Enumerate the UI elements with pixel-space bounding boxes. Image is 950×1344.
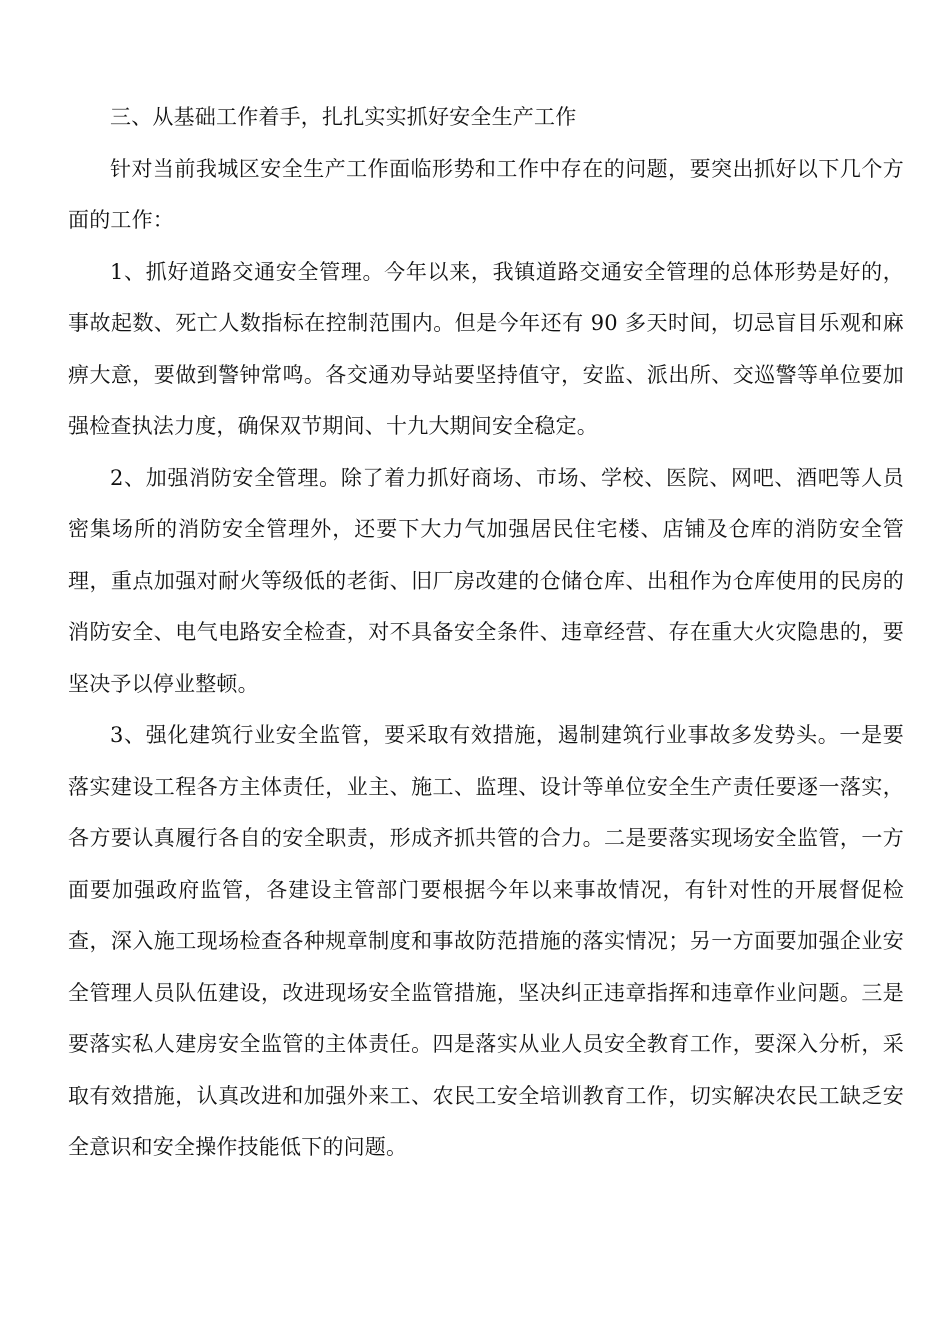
paragraph-traffic-safety: 1、抓好道路交通安全管理。今年以来，我镇道路交通安全管理的总体形势是好的，事故起数、死亡人数指标在控制范围内。但是今年还有 90 多天时间，切忌盲目乐观和麻痹大意，要做到警钟常鸣。各交通劝导站要坚持值守，安监、派出所、交巡警等单位要加强检查执法力度，确保双节期间、十九大期间安全稳定。 [68, 259, 904, 438]
section-heading: 三、从基础工作着手，扎扎实实抓好安全生产工作 [110, 105, 577, 129]
paragraph-construction-safety: 3、强化建筑行业安全监管，要采取有效措施，遏制建筑行业事故多发势头。一是要落实建设工程各方主体责任，业主、施工、监理、设计等单位安全生产责任要逐一落实，各方要认真履行各自的安全职责，形成齐抓共管的合力。二是要落实现场安全监管，一方面要加强政府监管，各建设主管部门要根据今年以来事故情况，有针对性的开展督促检查，深入施工现场检查各种规章制度和事故防范措施的落实情况；另一方面要加强企业安全管理人员队伍建设，改进现场安全监管措施，坚决纠正违章指挥和违章作业问题。三是要落实私人建房安全监管的主体责任。四是落实从业人员安全教育工作，要深入分析，采取有效措施，认真改进和加强外来工、农民工安全培训教育工作，切实解决农民工缺乏安全意识和安全操作技能低下的问题。 [68, 723, 904, 1159]
document-body [68, 92, 904, 1174]
paragraph-fire-safety: 2、加强消防安全管理。除了着力抓好商场、市场、学校、医院、网吧、酒吧等人员密集场所的消防安全管理外，还要下大力气加强居民住宅楼、店铺及仓库的消防安全管理，重点加强对耐火等级低的老街、旧厂房改建的仓储仓库、出租作为仓库使用的民房的消防安全、电气电路安全检查，对不具备安全条件、违章经营、存在重大火灾隐患的，要坚决予以停业整顿。 [68, 465, 904, 696]
paragraph-intro: 针对当前我城区安全生产工作面临形势和工作中存在的问题，要突出抓好以下几个方面的工作： [68, 156, 904, 232]
